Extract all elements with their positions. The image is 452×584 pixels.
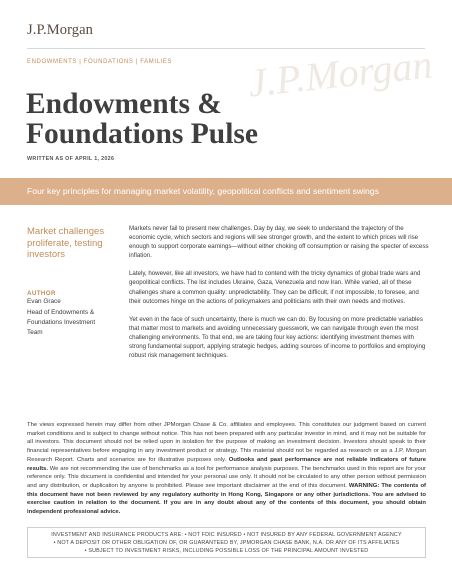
- body-text: [129, 224, 429, 369]
- jp-morgan-watermark: J.P.Morgan: [245, 41, 434, 106]
- section-label: ENDOWMENTS | FOUNDATIONS | FAMILIES: [27, 59, 173, 65]
- title-line-1: Endowments &: [26, 88, 222, 120]
- author-title: Head of Endowments & Foundations Investment Team: [27, 309, 96, 336]
- disclaimer-warning: WARNING: The contents of this document have not been reviewed by any regulatory authority in Hong Kong, Singapore or any other jurisdictions. You are advised to exercise caution in relation to the document. If you are in any doubt about any of the contents of this document, you should obtain independent professional advice.: [27, 482, 426, 516]
- legal-notice-box: [27, 527, 426, 558]
- author-label: AUTHOR: [27, 290, 56, 297]
- legal-line-3: • SUBJECT TO INVESTMENT RISKS, INCLUDING POSSIBLE LOSS OF THE PRINCIPAL AMOUNT INVESTED: [84, 548, 369, 554]
- written-date: WRITTEN AS OF APRIL 1, 2026: [27, 156, 115, 162]
- body-paragraph-3: Yet even in the face of such uncertainty, there is much we can do. By focusing on more predictable variables that matter most to markets and avoiding unnecessary guesswork, we can navigate through even the most challenging environments. To that end, we are taking four key actions: identifying investment themes with strong fundamental support, applying strategic hedges, adding sources of income to portfolios and employing robust risk management techniques.: [129, 315, 426, 360]
- body-paragraph-2: Lately, however, like all investors, we have had to contend with the tricky dynamics of global trade wars and geopolitical conflicts. The list includes Ukraine, Gaza, Venezuela and now Iran. While varied, all of these challenges share a common quality: unpredictability. They can be difficult, if not impossible, to foresee, and their outcomes hinge on the actions of policymakers and politicians with their own needs and motives.: [129, 270, 421, 305]
- subtitle-banner-text: Four key principles for managing market volatility, geopolitical conflicts and sentiment swings: [27, 186, 379, 196]
- disclaimer-text-1: The views expressed herein may differ from other JPMorgan Chase & Co. affiliates and employees. This constitutes our judgment based on current market conditions and is subject to change without notice. This has not been prepared with any particular investor in mind, and it may not be suitable for all investors. This document should not be relied upon in isolation for the purpose of making an investment decision. Investors should speak to their financial representatives before engaging in any investment product or strategy. This material should not be regarded as research or as a J.P. Morgan Research Report. Charts and scenarios are for illustrative purposes only.: [27, 422, 426, 463]
- disclaimer-bold-1: Outlooks and past performance are not reliable indicators of future results.: [27, 456, 426, 472]
- body-paragraph-1: Markets never fail to present new challenges. Day by day, we seek to understand the trajectory of the economic cycle, which sectors and regions will see stronger growth, and the extent to which prices will rise enough to support corporate earnings—without either choking off consumption or raising the specter of excess inflation.: [129, 225, 429, 260]
- legal-line-1: INVESTMENT AND INSURANCE PRODUCTS ARE: • NOT FDIC INSURED • NOT INSURED BY ANY FEDERAL GOVERNMENT AGENCY: [51, 532, 402, 538]
- title-line-2: Foundations Pulse: [26, 118, 258, 150]
- jp-morgan-logo: J.P.Morgan: [27, 22, 93, 38]
- sidebar-heading: Market challenges proliferate, testing investors: [27, 226, 105, 260]
- legal-line-2: • NOT A DEPOSIT OR OTHER OBLIGATION OF, OR GUARANTEED BY, JPMORGAN CHASE BANK, N.A. OR ANY OF ITS AFFILIATES: [53, 540, 400, 546]
- page-title: [26, 89, 386, 149]
- author-name: Evan Grace: [27, 298, 61, 305]
- disclaimer-text-2: We are not recommending the use of benchmarks as a tool for performance analysis purposes. The benchmarks used in this report are for your reference only. This document is confidential and intended for your personal use only. It should not be circulated to any other person without permission and any distribution, or duplication by anyone is prohibited. Please see important disclaimer at the end of this document.: [27, 465, 426, 489]
- disclaimer: [27, 421, 426, 517]
